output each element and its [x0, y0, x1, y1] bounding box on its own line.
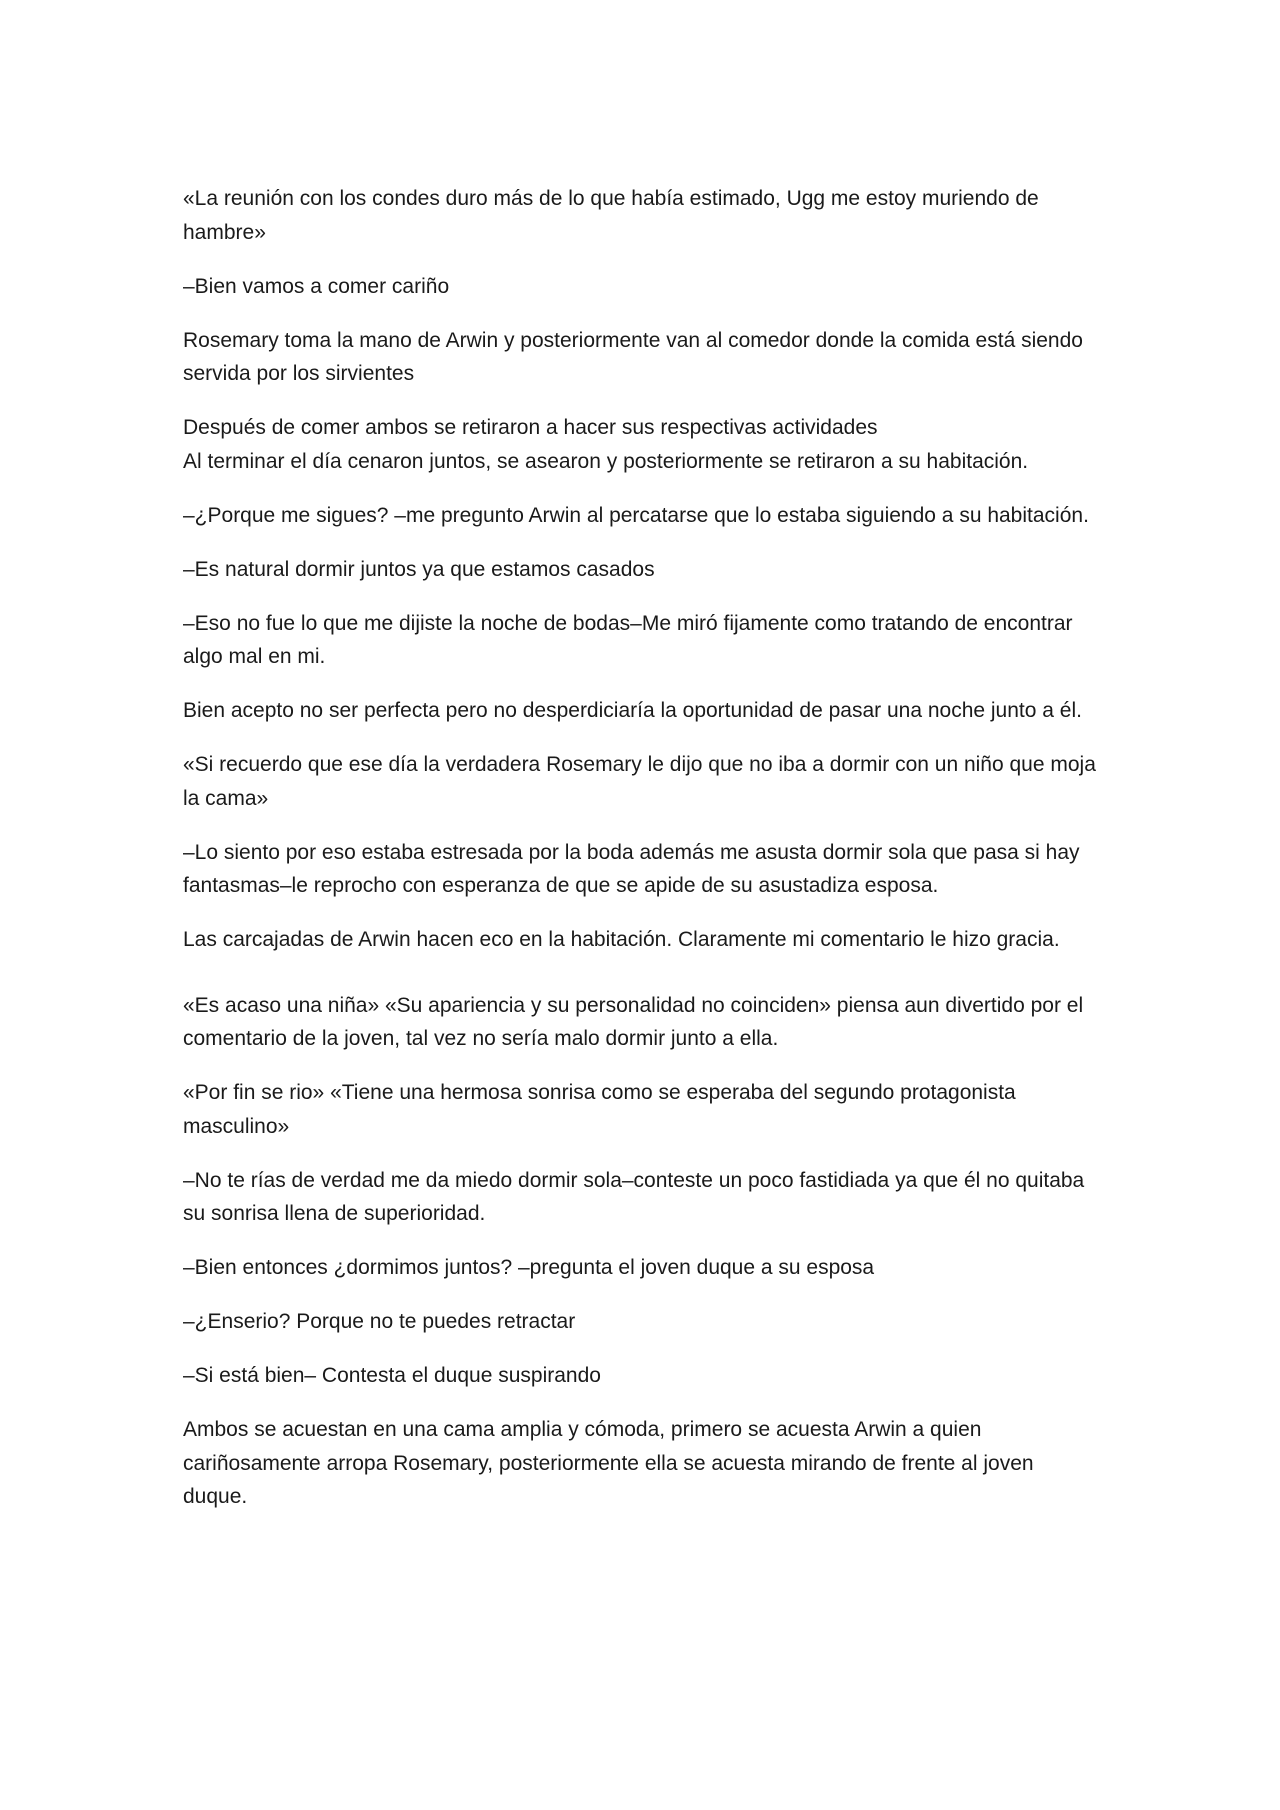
paragraph-line: –¿Porque me sigues? –me pregunto Arwin al percatarse que lo estaba siguiendo a su habitación.	[183, 503, 1089, 527]
paragraph	[183, 694, 1103, 728]
paragraph-line: –Lo siento por eso estaba estresada por la boda además me asusta dormir sola que pasa si hay fantasmas–le reprocho con esperanza de que se apide de su asustadiza esposa.	[183, 840, 1080, 897]
paragraph	[183, 270, 1103, 304]
paragraph	[183, 836, 1103, 903]
paragraph	[183, 1359, 1103, 1393]
paragraph	[183, 923, 1103, 957]
paragraph	[183, 989, 1103, 1056]
paragraph-line: Las carcajadas de Arwin hacen eco en la habitación. Claramente mi comentario le hizo gracia.	[183, 928, 1060, 951]
paragraph	[183, 324, 1103, 391]
paragraph-line: «Si recuerdo que ese día la verdadera Rosemary le dijo que no iba a dormir con un niño que moja la cama»	[183, 753, 1096, 810]
paragraph	[183, 607, 1103, 674]
paragraph	[183, 1413, 1103, 1514]
paragraph-line: «Es acaso una niña» «Su apariencia y su personalidad no coinciden» piensa aun divertido por el comentario de la joven, tal vez no sería malo dormir junto a ella.	[183, 993, 1084, 1050]
paragraph	[183, 1251, 1103, 1285]
paragraph-line: Bien acepto no ser perfecta pero no desperdiciaría la oportunidad de pasar una noche junto a él.	[183, 699, 1082, 722]
paragraph	[183, 1164, 1103, 1231]
paragraph	[183, 1305, 1103, 1339]
paragraph-line: Después de comer ambos se retiraron a hacer sus respectivas actividades	[183, 416, 878, 439]
document-page	[183, 182, 1103, 1534]
paragraph-line: –No te rías de verdad me da miedo dormir sola–conteste un poco fastidiada ya que él no quitaba su sonrisa llena de superioridad.	[183, 1168, 1085, 1225]
paragraph	[183, 553, 1103, 587]
paragraph-line: «Por fin se rio» «Tiene una hermosa sonrisa como se esperaba del segundo protagonista masculino»	[183, 1081, 1016, 1138]
paragraph-line: –¿Enserio? Porque no te puedes retractar	[183, 1310, 576, 1333]
paragraph-line: –Es natural dormir juntos ya que estamos casados	[183, 557, 655, 581]
paragraph-line: Al terminar el día cenaron juntos, se asearon y posteriormente se retiraron a su habitación.	[183, 449, 1029, 473]
paragraph	[183, 499, 1103, 533]
paragraph-line: Ambos se acuestan en una cama amplia y cómoda, primero se acuesta Arwin a quien cariñosamente arropa Rosemary, posteriormente ella se acuesta mirando de frente al joven duque.	[183, 1418, 1034, 1508]
paragraph	[183, 411, 1103, 478]
paragraph-line: –Bien entonces ¿dormimos juntos? –pregunta el joven duque a su esposa	[183, 1256, 875, 1279]
paragraph	[183, 182, 1103, 249]
paragraph-line: «La reunión con los condes duro más de lo que había estimado, Ugg me estoy muriendo de hambre»	[183, 187, 1039, 244]
paragraph-line: –Bien vamos a comer cariño	[183, 274, 450, 298]
paragraph	[183, 1076, 1103, 1143]
paragraph-line: Rosemary toma la mano de Arwin y posteriormente van al comedor donde la comida está siendo servida por los sirvientes	[183, 328, 1083, 385]
paragraph-line: –Si está bien– Contesta el duque suspirando	[183, 1364, 601, 1387]
paragraph	[183, 748, 1103, 815]
paragraph-line: –Eso no fue lo que me dijiste la noche de bodas–Me miró fijamente como tratando de encontrar algo mal en mi.	[183, 611, 1073, 668]
